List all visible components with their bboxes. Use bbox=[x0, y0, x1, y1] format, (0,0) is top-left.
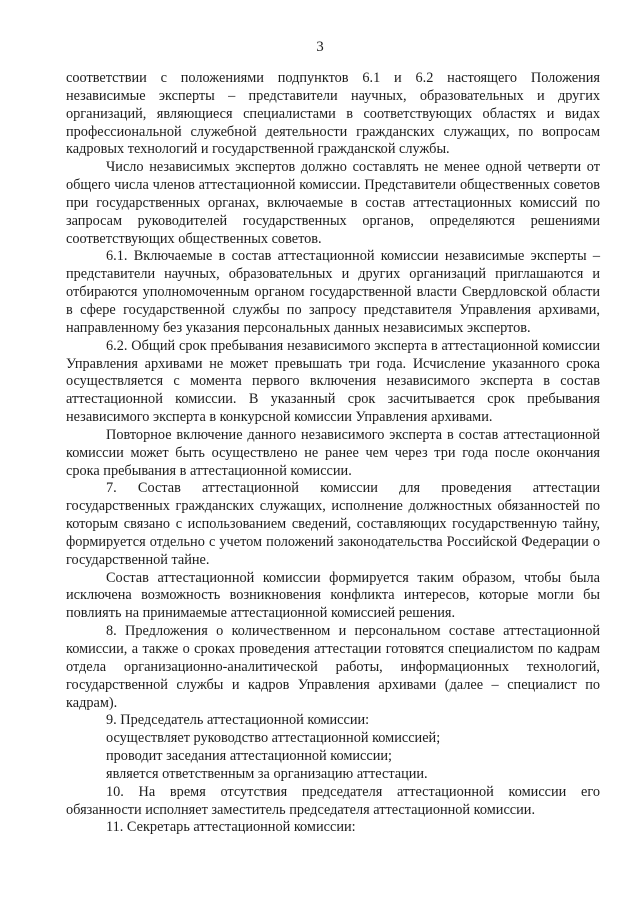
paragraph: 6.2. Общий срок пребывания независимого эксперта в аттестационной комиссии Управления архивами не может превышать три года. Исчисление указанного срока осуществляется с момента первого включения независимого эксперта в состав аттестационной комиссии. В указанный срок засчитывается срок пребывания независимого эксперта в конкурсной комиссии Управления архивами. bbox=[66, 337, 600, 426]
page-number: 3 bbox=[316, 39, 324, 55]
paragraph: соответствии с положениями подпунктов 6.1 и 6.2 настоящего Положения независимые эксперты – представители научных, образовательных и других организаций, являющиеся специалистами в соответствующих областях и видах профессиональной служебной деятельности гражданских служащих, по вопросам кадровых технологий и государственной гражданской службы. bbox=[66, 70, 600, 158]
paragraph: 11. Секретарь аттестационной комиссии: bbox=[106, 819, 356, 836]
paragraph: Число независимых экспертов должно составлять не менее одной четверти от общего числа членов аттестационной комиссии. Представители общественных советов при государственных органах, включаемые в состав аттестационных комиссий по запросам руководителей государственных органов, определяются решениями соответствующих общественных советов. bbox=[66, 159, 600, 247]
paragraph: 6.1. Включаемые в состав аттестационной комиссии независимые эксперты – представители научных, образовательных и других организаций приглашаются и отбираются уполномоченным органом государственной власти Свердловской области в сфере государственной службы по запросу представителя Управления архивами, направленному без указания персональных данных независимых экспертов. bbox=[66, 248, 600, 336]
paragraph: 10. На время отсутствия председателя аттестационной комиссии его обязанности исполняет заместитель председателя аттестационной комиссии. bbox=[66, 783, 600, 818]
paragraph: Повторное включение данного независимого эксперта в состав аттестационной комиссии может быть осуществлено не ранее чем через три года после окончания срока пребывания в аттестационной комиссии. bbox=[66, 426, 600, 479]
paragraph: осуществляет руководство аттестационной комиссией; bbox=[106, 730, 441, 747]
paragraph: Состав аттестационной комиссии формируется таким образом, чтобы была исключена возможность возникновения конфликта интересов, которые могли бы повлиять на принимаемые аттестационной комиссией решения. bbox=[66, 569, 600, 622]
paragraph: является ответственным за организацию аттестации. bbox=[106, 765, 428, 782]
paragraph: 9. Председатель аттестационной комиссии: bbox=[106, 712, 370, 729]
document-body bbox=[66, 70, 600, 837]
paragraph: проводит заседания аттестационной комиссии; bbox=[106, 748, 393, 765]
paragraph: 8. Предложения о количественном и персональном составе аттестационной комиссии, а также о сроках проведения аттестации готовятся специалистом по кадрам отдела организационно-аналитической работы, информационных технологий, государственной службы и кадров Управления архивами (далее – специалист по кадрам). bbox=[66, 623, 600, 711]
paragraph: 7. Состав аттестационной комиссии для проведения аттестации государственных гражданских служащих, исполнение должностных обязанностей по которым связано с использованием сведений, составляющих государственную тайну, формируется отдельно с учетом положений законодательства Российской Федерации о государственной тайне. bbox=[66, 480, 600, 568]
